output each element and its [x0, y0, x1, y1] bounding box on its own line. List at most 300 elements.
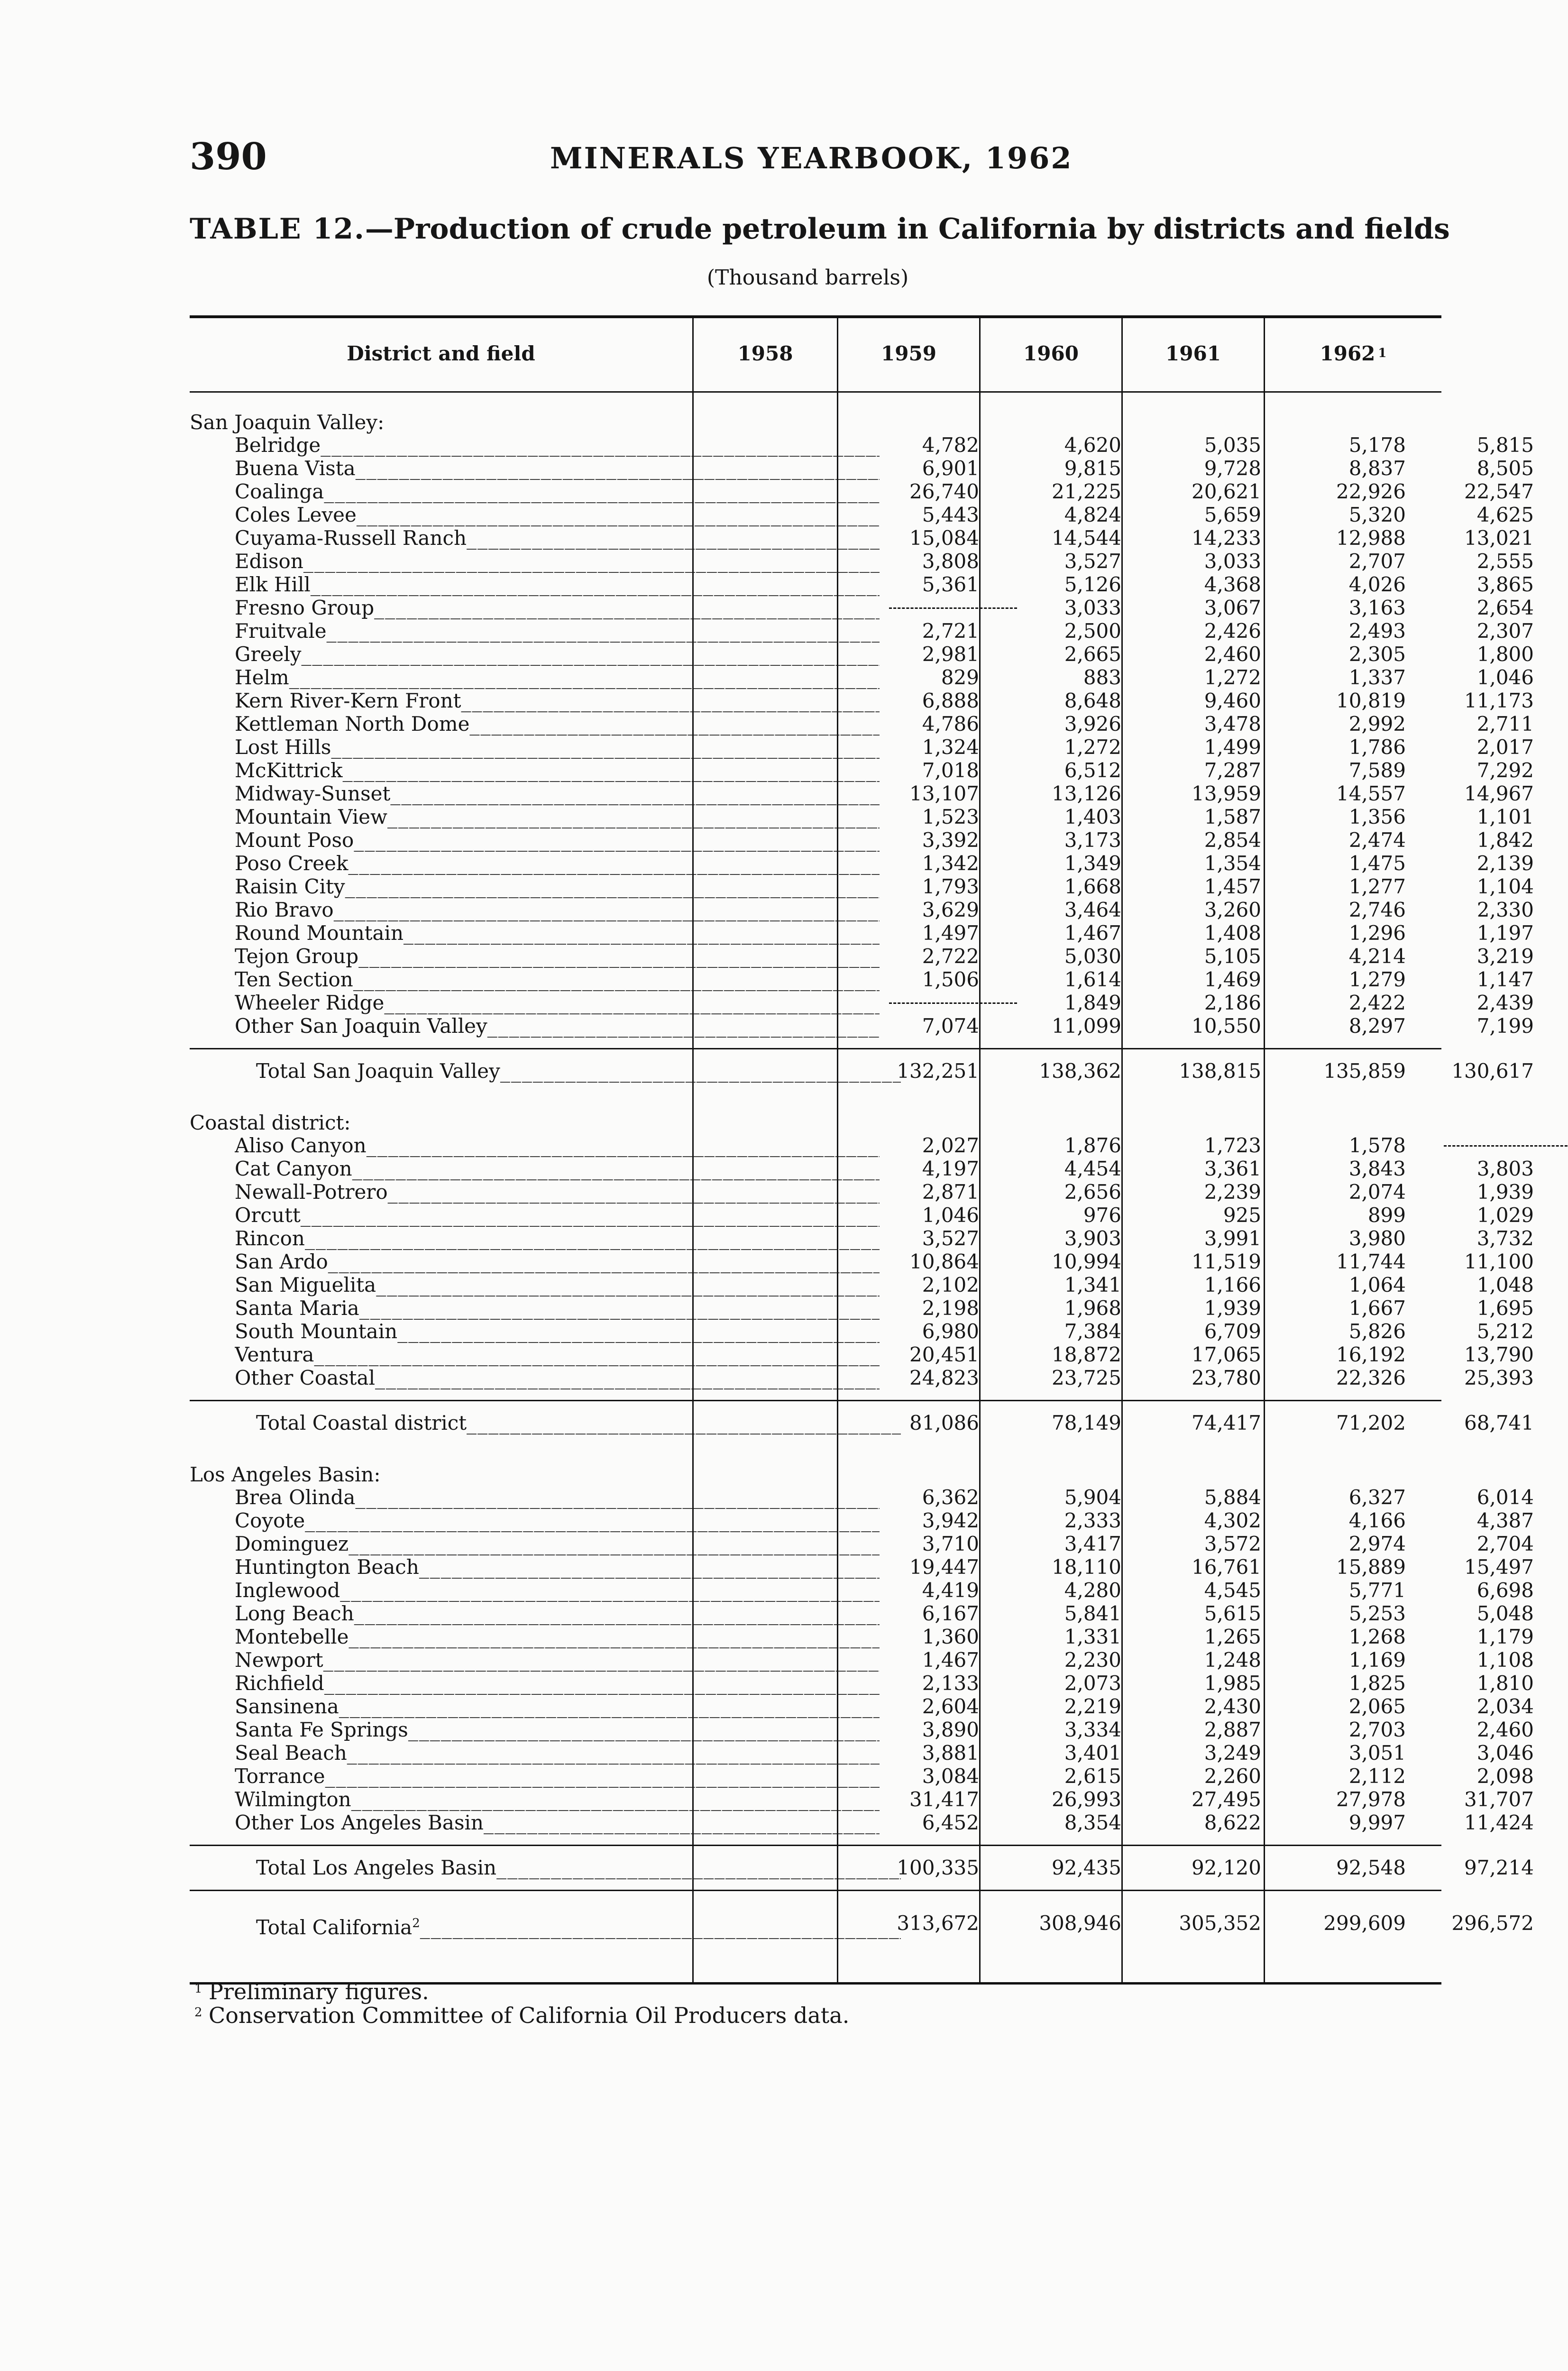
value-cell: 2,704: [1476, 1532, 1534, 1555]
value-cell: 2,707: [1348, 550, 1406, 573]
value-cell: 1,475: [1348, 852, 1406, 875]
value-cell: 6,512: [1064, 759, 1121, 782]
field-name: Elk Hill _____: [235, 573, 880, 596]
value-cell: 5,030: [1064, 945, 1121, 968]
grand-total-text: Total California: [256, 1916, 413, 1939]
field-name: Mountain View _____: [235, 805, 880, 828]
empty-cell: [889, 596, 979, 619]
header-year-1961: 1961: [1165, 341, 1221, 365]
field-name: Wheeler Ridge _____: [235, 991, 880, 1014]
value-cell: 1,104: [1476, 875, 1534, 898]
field-name: Other Los Angeles Basin _____: [235, 1811, 880, 1834]
table-body: [190, 403, 1534, 1945]
value-cell: 4,782: [922, 433, 979, 457]
value-cell: 6,167: [922, 1602, 979, 1625]
value-cell: 1,048: [1476, 1273, 1534, 1296]
field-name: Poso Creek _____: [235, 852, 880, 875]
value-cell: 1,469: [1204, 968, 1261, 991]
value-cell: 2,333: [1064, 1509, 1121, 1532]
value-cell: 11,744: [1336, 1250, 1406, 1273]
field-name: Torrance _____: [235, 1764, 880, 1788]
value-cell: 2,500: [1064, 619, 1121, 643]
value-cell: 5,178: [1348, 433, 1406, 457]
value-cell: 3,808: [922, 550, 979, 573]
value-cell: 5,884: [1204, 1486, 1261, 1509]
value-cell: 81,086: [909, 1411, 979, 1434]
value-cell: 14,967: [1464, 782, 1534, 805]
value-cell: 2,871: [922, 1180, 979, 1204]
value-cell: 1,296: [1348, 921, 1406, 945]
field-name: Kern River-Kern Front _____: [235, 689, 880, 712]
value-cell: 5,361: [922, 573, 979, 596]
table-row: [190, 526, 1534, 550]
value-cell: 13,126: [1052, 782, 1121, 805]
value-cell: 2,017: [1476, 735, 1534, 759]
field-name: Lost Hills _____: [235, 735, 880, 759]
value-cell: 100,335: [897, 1856, 979, 1879]
value-cell: 2,721: [922, 619, 979, 643]
value-cell: 3,046: [1476, 1741, 1534, 1764]
value-cell: 6,888: [922, 689, 979, 712]
value-cell: 22,547: [1464, 480, 1534, 503]
footnote-mark: 2: [194, 2005, 202, 2020]
value-cell: 3,629: [922, 898, 979, 921]
table-row: [190, 1250, 1534, 1273]
value-cell: 8,622: [1204, 1811, 1261, 1834]
table-row: [190, 643, 1534, 666]
value-cell: 1,723: [1204, 1134, 1261, 1157]
value-cell: 13,790: [1464, 1343, 1534, 1366]
value-cell: 4,419: [922, 1579, 979, 1602]
value-cell: 6,014: [1476, 1486, 1534, 1509]
value-cell: 5,126: [1064, 573, 1121, 596]
value-cell: 1,810: [1476, 1672, 1534, 1695]
value-cell: 2,981: [922, 643, 979, 666]
dash-rule: [889, 607, 1017, 609]
footnote-ref: 2: [412, 1916, 420, 1930]
value-cell: 8,648: [1064, 689, 1121, 712]
value-cell: 1,272: [1204, 666, 1261, 689]
table-row: [190, 1486, 1534, 1509]
value-cell: 2,065: [1348, 1695, 1406, 1718]
value-cell: 3,903: [1064, 1227, 1121, 1250]
value-cell: 1,046: [922, 1204, 979, 1227]
value-cell: 1,046: [1476, 666, 1534, 689]
field-name: San Ardo _____: [235, 1250, 880, 1273]
value-cell: 3,392: [922, 828, 979, 852]
value-cell: 308,946: [1039, 1912, 1121, 1935]
table-row: [190, 1157, 1534, 1180]
field-name: Fresno Group _____: [235, 596, 880, 619]
value-cell: 19,447: [909, 1555, 979, 1579]
value-cell: 7,199: [1476, 1014, 1534, 1038]
field-name: Dominguez _____: [235, 1532, 880, 1555]
footnote-text: Conservation Committee of California Oil Producers data.: [209, 2003, 850, 2028]
value-cell: 3,980: [1348, 1227, 1406, 1250]
table-row: [190, 1134, 1441, 1157]
empty-cell: [1444, 1134, 1534, 1157]
value-cell: 899: [1367, 1204, 1406, 1227]
value-cell: 4,454: [1064, 1157, 1121, 1180]
value-cell: 1,064: [1348, 1273, 1406, 1296]
value-cell: 26,740: [909, 480, 979, 503]
value-cell: 976: [1083, 1204, 1121, 1227]
field-name: Rio Bravo _____: [235, 898, 880, 921]
field-name: Buena Vista _____: [235, 457, 880, 480]
value-cell: 2,034: [1476, 1695, 1534, 1718]
value-cell: 2,422: [1348, 991, 1406, 1014]
value-cell: 27,495: [1192, 1788, 1261, 1811]
value-cell: 1,108: [1476, 1648, 1534, 1672]
row-gap: [190, 1389, 1441, 1400]
field-name: Fruitvale _____: [235, 619, 880, 643]
district-label: Coastal district:: [190, 1111, 351, 1134]
table-row: [190, 1296, 1534, 1320]
field-name: Midway-Sunset _____: [235, 782, 880, 805]
value-cell: 1,408: [1204, 921, 1261, 945]
field-name: Cat Canyon _____: [235, 1157, 880, 1180]
field-name: South Mountain _____: [235, 1320, 880, 1343]
value-cell: 92,120: [1192, 1856, 1261, 1879]
value-cell: 5,443: [922, 503, 979, 526]
value-cell: 4,302: [1204, 1509, 1261, 1532]
value-cell: 1,341: [1064, 1273, 1121, 1296]
value-cell: 3,843: [1348, 1157, 1406, 1180]
value-cell: 18,110: [1052, 1555, 1121, 1579]
value-cell: 2,992: [1348, 712, 1406, 735]
value-cell: 138,815: [1179, 1059, 1261, 1083]
value-cell: 3,865: [1476, 573, 1534, 596]
table-row: [190, 1366, 1534, 1389]
value-cell: 11,519: [1192, 1250, 1261, 1273]
value-cell: 8,297: [1348, 1014, 1406, 1038]
field-name: Huntington Beach _____: [235, 1555, 880, 1579]
value-cell: 5,771: [1348, 1579, 1406, 1602]
value-cell: 5,105: [1204, 945, 1261, 968]
field-name: Ventura _____: [235, 1343, 880, 1366]
field-name: Santa Fe Springs _____: [235, 1718, 880, 1741]
value-cell: 2,746: [1348, 898, 1406, 921]
value-cell: 14,233: [1192, 526, 1261, 550]
table-row: [190, 1343, 1534, 1366]
value-cell: 2,260: [1204, 1764, 1261, 1788]
field-name: McKittrick _____: [235, 759, 880, 782]
table-row: [190, 619, 1534, 643]
table-caption: —Production of crude petroleum in California by districts and fields: [365, 212, 1450, 246]
value-cell: 3,942: [922, 1509, 979, 1532]
value-cell: 1,968: [1064, 1296, 1121, 1320]
value-cell: 3,572: [1204, 1532, 1261, 1555]
table-row: [190, 1741, 1534, 1764]
field-name: Brea Olinda _____: [235, 1486, 880, 1509]
value-cell: 5,841: [1064, 1602, 1121, 1625]
value-cell: 1,029: [1476, 1204, 1534, 1227]
table-row: [190, 1320, 1534, 1343]
value-cell: 7,287: [1204, 759, 1261, 782]
grand-total-label: [256, 1902, 901, 1949]
value-cell: 22,326: [1336, 1366, 1406, 1389]
value-cell: 78,149: [1052, 1411, 1121, 1434]
value-cell: 1,277: [1348, 875, 1406, 898]
value-cell: 6,327: [1348, 1486, 1406, 1509]
value-cell: 9,728: [1204, 457, 1261, 480]
field-name: San Miguelita _____: [235, 1273, 880, 1296]
value-cell: 1,248: [1204, 1648, 1261, 1672]
district-label: Los Angeles Basin:: [190, 1463, 381, 1486]
table-row: [190, 805, 1534, 828]
header-rule: [190, 391, 1441, 393]
table-row: [190, 1180, 1534, 1204]
section-heading: [190, 403, 1441, 433]
value-cell: 3,881: [922, 1741, 979, 1764]
value-cell: 68,741: [1464, 1411, 1534, 1434]
value-cell: 22,926: [1336, 480, 1406, 503]
value-cell: 5,659: [1204, 503, 1261, 526]
value-cell: 1,354: [1204, 852, 1261, 875]
value-cell: 31,707: [1464, 1788, 1534, 1811]
table-label: TABLE 12.: [190, 212, 365, 246]
value-cell: 1,506: [922, 968, 979, 991]
value-cell: 4,786: [922, 712, 979, 735]
value-cell: 305,352: [1179, 1912, 1261, 1935]
value-cell: 2,722: [922, 945, 979, 968]
value-cell: 925: [1223, 1204, 1261, 1227]
value-cell: 1,268: [1348, 1625, 1406, 1648]
header-year-1962-label: 1962: [1320, 341, 1375, 365]
value-cell: 6,709: [1204, 1320, 1261, 1343]
value-cell: 15,497: [1464, 1555, 1534, 1579]
value-cell: 3,732: [1476, 1227, 1534, 1250]
table-row: [190, 1602, 1534, 1625]
value-cell: 1,587: [1204, 805, 1261, 828]
district-label: San Joaquin Valley:: [190, 411, 385, 434]
table-row: [190, 1532, 1534, 1555]
value-cell: 14,557: [1336, 782, 1406, 805]
value-cell: 1,523: [922, 805, 979, 828]
value-cell: 3,527: [1064, 550, 1121, 573]
table-row: [190, 1579, 1534, 1602]
value-cell: 2,460: [1476, 1718, 1534, 1741]
field-name: Belridge _____: [235, 433, 880, 457]
footnote-ref: 1: [1378, 346, 1387, 360]
value-cell: 2,102: [922, 1273, 979, 1296]
value-cell: 14,544: [1052, 526, 1121, 550]
value-cell: 1,939: [1204, 1296, 1261, 1320]
value-cell: 7,074: [922, 1014, 979, 1038]
value-cell: 10,550: [1192, 1014, 1261, 1038]
field-name: Newall-Potrero _____: [235, 1180, 880, 1204]
total-row: [190, 1845, 1534, 1891]
field-name: Montebelle _____: [235, 1625, 880, 1648]
value-cell: 7,589: [1348, 759, 1406, 782]
value-cell: 2,711: [1476, 712, 1534, 735]
value-cell: 2,615: [1064, 1764, 1121, 1788]
value-cell: 1,169: [1348, 1648, 1406, 1672]
total-row: [190, 1400, 1534, 1445]
value-cell: 1,349: [1064, 852, 1121, 875]
value-cell: 1,403: [1064, 805, 1121, 828]
value-cell: 1,849: [1064, 991, 1121, 1014]
value-cell: 829: [941, 666, 979, 689]
value-cell: 132,251: [897, 1059, 979, 1083]
value-cell: 15,889: [1336, 1555, 1406, 1579]
value-cell: 1,467: [1064, 921, 1121, 945]
value-cell: 296,572: [1451, 1912, 1534, 1935]
value-cell: 2,073: [1064, 1672, 1121, 1695]
field-name: Round Mountain _____: [235, 921, 880, 945]
table-row: [190, 1014, 1534, 1038]
table-row: [190, 666, 1534, 689]
journal-title: MINERALS YEARBOOK, 1962: [550, 141, 1073, 175]
value-cell: 1,279: [1348, 968, 1406, 991]
value-cell: 2,305: [1348, 643, 1406, 666]
header-year-1959: 1959: [881, 341, 936, 365]
value-cell: 4,625: [1476, 503, 1534, 526]
table-row: [190, 991, 1534, 1014]
value-cell: 2,887: [1204, 1718, 1261, 1741]
value-cell: 13,021: [1464, 526, 1534, 550]
table-row: [190, 1718, 1534, 1741]
table-row: [190, 1672, 1534, 1695]
field-name: Kettleman North Dome _____: [235, 712, 880, 735]
field-name: Orcutt _____: [235, 1204, 880, 1227]
value-cell: 4,166: [1348, 1509, 1406, 1532]
value-cell: 4,280: [1064, 1579, 1121, 1602]
value-cell: 1,467: [922, 1648, 979, 1672]
value-cell: 3,527: [922, 1227, 979, 1250]
total-label: Total Coastal district _____: [256, 1401, 901, 1445]
value-cell: 299,609: [1323, 1912, 1406, 1935]
value-cell: 1,800: [1476, 643, 1534, 666]
field-name: Newport _____: [235, 1648, 880, 1672]
footnote-2: [190, 2003, 1441, 2027]
section-heading: [190, 1103, 1441, 1134]
grand-total-row: [190, 1902, 1534, 1945]
running-head: [190, 135, 1432, 178]
table-row: [190, 457, 1534, 480]
field-name: Aliso Canyon _____: [235, 1134, 880, 1157]
value-cell: 10,864: [909, 1250, 979, 1273]
value-cell: 11,100: [1464, 1250, 1534, 1273]
table-row: [190, 782, 1534, 805]
value-cell: 4,387: [1476, 1509, 1534, 1532]
value-cell: 3,803: [1476, 1157, 1534, 1180]
value-cell: 2,974: [1348, 1532, 1406, 1555]
value-cell: 1,614: [1064, 968, 1121, 991]
value-cell: 2,198: [922, 1296, 979, 1320]
value-cell: 13,959: [1192, 782, 1261, 805]
total-row: [190, 1048, 1534, 1093]
value-cell: 1,166: [1204, 1273, 1261, 1296]
row-gap: [190, 1891, 1441, 1902]
footnote-text: Preliminary figures.: [209, 1979, 429, 2004]
value-cell: 4,368: [1204, 573, 1261, 596]
table-row: [190, 596, 1534, 619]
value-cell: 1,265: [1204, 1625, 1261, 1648]
value-cell: 1,179: [1476, 1625, 1534, 1648]
value-cell: 2,474: [1348, 828, 1406, 852]
value-cell: 4,824: [1064, 503, 1121, 526]
value-cell: 1,337: [1348, 666, 1406, 689]
value-cell: 3,710: [922, 1532, 979, 1555]
value-cell: 1,356: [1348, 805, 1406, 828]
value-cell: 1,667: [1348, 1296, 1406, 1320]
value-cell: 5,035: [1204, 433, 1261, 457]
value-cell: 3,926: [1064, 712, 1121, 735]
value-cell: 1,786: [1348, 735, 1406, 759]
value-cell: 1,272: [1064, 735, 1121, 759]
row-gap: [190, 1038, 1441, 1048]
value-cell: 1,497: [922, 921, 979, 945]
value-cell: 1,147: [1476, 968, 1534, 991]
value-cell: 5,904: [1064, 1486, 1121, 1509]
value-cell: 7,384: [1064, 1320, 1121, 1343]
value-cell: 2,230: [1064, 1648, 1121, 1672]
value-cell: 2,186: [1204, 991, 1261, 1014]
value-cell: 2,439: [1476, 991, 1534, 1014]
value-cell: 2,133: [922, 1672, 979, 1695]
table-row: [190, 1509, 1534, 1532]
table-row: [190, 921, 1534, 945]
value-cell: 2,654: [1476, 596, 1534, 619]
value-cell: 1,668: [1064, 875, 1121, 898]
table-row: [190, 945, 1534, 968]
footnote-mark: 1: [194, 1982, 202, 1996]
value-cell: 5,320: [1348, 503, 1406, 526]
value-cell: 2,139: [1476, 852, 1534, 875]
field-name: Mount Poso _____: [235, 828, 880, 852]
value-cell: 9,815: [1064, 457, 1121, 480]
value-cell: 1,360: [922, 1625, 979, 1648]
value-cell: 3,033: [1064, 596, 1121, 619]
table-row: [190, 573, 1534, 596]
value-cell: 3,084: [922, 1764, 979, 1788]
value-cell: 3,051: [1348, 1741, 1406, 1764]
value-cell: 12,988: [1336, 526, 1406, 550]
field-name: Ten Section _____: [235, 968, 880, 991]
value-cell: 16,761: [1192, 1555, 1261, 1579]
value-cell: 23,725: [1052, 1366, 1121, 1389]
value-cell: 883: [1083, 666, 1121, 689]
value-cell: 13,107: [909, 782, 979, 805]
value-cell: 2,703: [1348, 1718, 1406, 1741]
value-cell: 4,214: [1348, 945, 1406, 968]
table-row: [190, 759, 1534, 782]
table-row: [190, 433, 1534, 457]
header-year-1962: [1265, 315, 1441, 391]
table-row: [190, 898, 1534, 921]
table-row: [190, 1648, 1534, 1672]
value-cell: 18,872: [1052, 1343, 1121, 1366]
value-cell: 71,202: [1336, 1411, 1406, 1434]
field-name: Seal Beach _____: [235, 1741, 880, 1764]
field-name: Coles Levee _____: [235, 503, 880, 526]
value-cell: 1,825: [1348, 1672, 1406, 1695]
value-cell: 8,837: [1348, 457, 1406, 480]
value-cell: 3,334: [1064, 1718, 1121, 1741]
value-cell: 3,417: [1064, 1532, 1121, 1555]
value-cell: 6,698: [1476, 1579, 1534, 1602]
value-cell: 17,065: [1192, 1343, 1261, 1366]
field-name: Tejon Group _____: [235, 945, 880, 968]
footnotes: [190, 1980, 1441, 2027]
value-cell: 11,099: [1052, 1014, 1121, 1038]
total-label: Total Los Angeles Basin _____: [256, 1846, 901, 1890]
table-row: [190, 1555, 1534, 1579]
table-row: [190, 968, 1534, 991]
value-cell: 2,027: [922, 1134, 979, 1157]
field-name: Coyote _____: [235, 1509, 880, 1532]
